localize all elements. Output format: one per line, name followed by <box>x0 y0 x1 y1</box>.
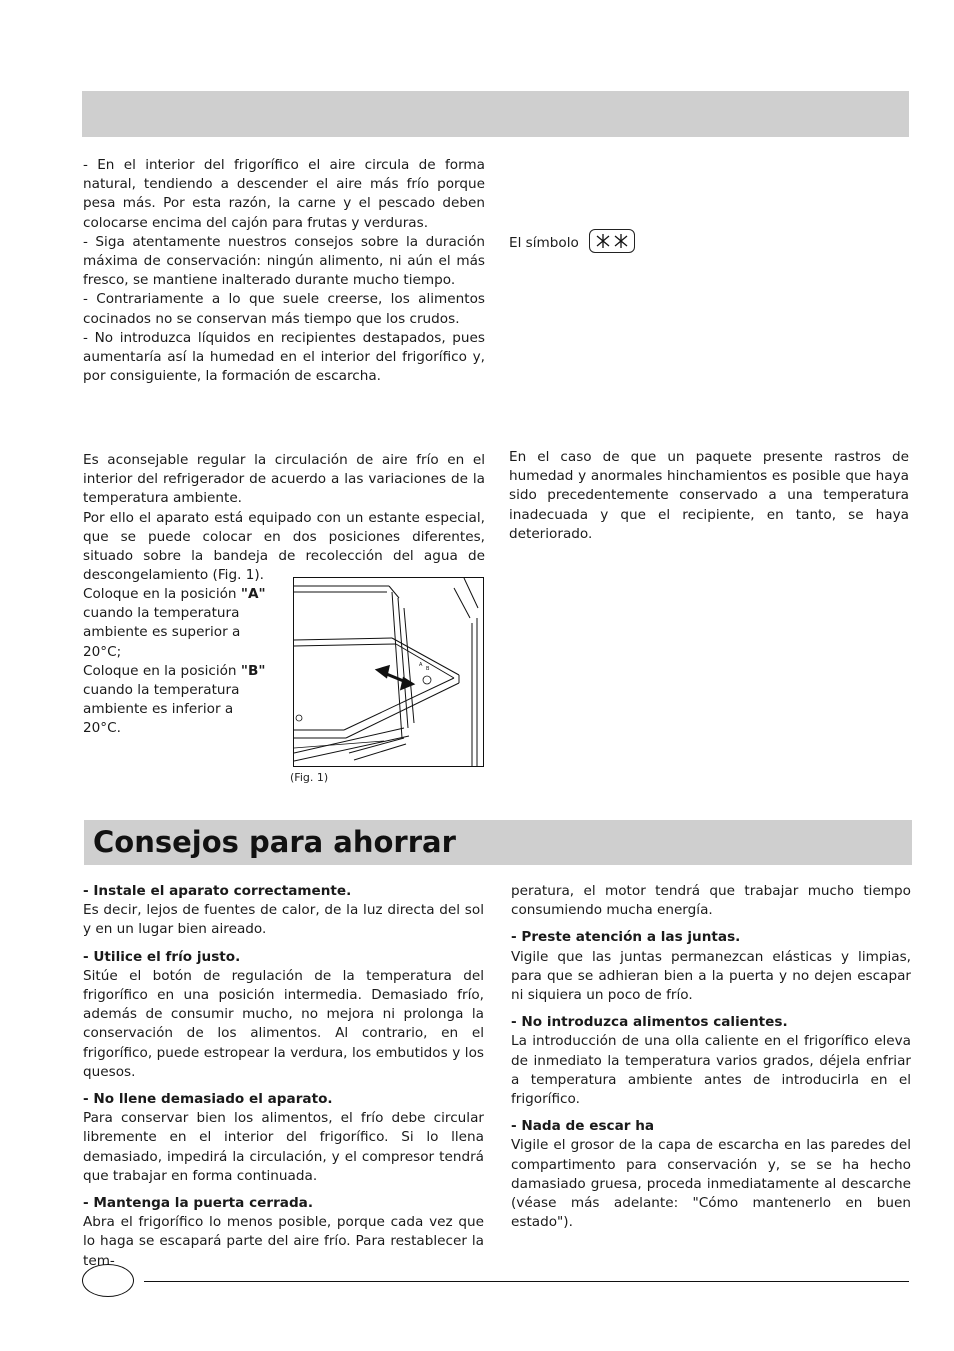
page-number-oval <box>82 1264 134 1297</box>
svg-text:B: B <box>426 666 430 672</box>
paragraph: - Siga atentamente nuestros consejos sobre la duración máxima de conservación: ningún alimento, ni aún el más fresco, se mantiene inalterado durante mucho tiempo. <box>83 233 485 289</box>
symbol-text: El símbolo <box>509 235 579 251</box>
tip-body: Es decir, lejos de fuentes de calor, de la luz directa del sol y en un lugar bien aireado. <box>83 902 484 938</box>
tip-title: - Nada de escar ha <box>511 1118 655 1135</box>
tip-title: - Utilice el frío justo. <box>83 948 241 965</box>
position-a-label: "A" <box>240 586 266 602</box>
footer-rule <box>144 1281 909 1282</box>
paragraph: Es aconsejable regular la circulación de aire frío en el interior del refrigerador de acuerdo a las variaciones de la temperatura ambiente. <box>83 452 485 507</box>
paragraph: En el caso de que un paquete presente rastros de humedad y anormales hinchamientos es posible que haya sido precedentemente conservado a una temperatura inadecuada y que el recipiente, en tanto, se haya deteriorado. <box>509 449 909 542</box>
tip-body: Vigile que las juntas permanezcan elásticas y limpias, para que se adhieran bien a la puerta y no dejen escapar ni siquiera un poco de frío. <box>511 948 911 1004</box>
tip-body: Sitúe el botón de regulación de la temperatura del frigorífico en una posición intermedia. Demasiado frío, además de consumir mucho, no mejora ni prolonga la conservación de los alimentos. Al contrario, en el frigorífico, puede estropear la verdura, los embutidos y los quesos. <box>83 967 484 1080</box>
position-instructions <box>83 585 273 739</box>
tip-body: Para conservar bien los alimentos, el frío debe circular libremente en el interior del frigorífico. Si lo llena demasiado, impedirá la circulación, y el compresor tendrá que trabajar en forma continuada. <box>83 1110 484 1184</box>
position-b-text: Coloque en la posición "B" cuando la temperatura ambiente es inferior a 20°C. <box>83 662 266 737</box>
tip-continuation: peratura, el motor tendrá que trabajar mucho tiempo consumiendo mucha energía. <box>511 883 911 919</box>
tip-body: Vigile el grosor de la capa de escarcha en las paredes del compartimento para conservación y, se se ha hecho damasiado gruesa, proceda inmediatamente al descarche (véase más adelante: "Cómo mantenerlo en buen estado"). <box>511 1137 911 1231</box>
tip-title: - No llene demasiado el aparato. <box>83 1091 333 1108</box>
savings-left-column <box>83 882 484 1271</box>
mid-left-column <box>83 451 485 585</box>
svg-text:A: A <box>419 662 423 668</box>
mid-right-column <box>509 448 909 544</box>
section-title: Consejos para ahorrar <box>93 825 456 859</box>
savings-right-column <box>511 882 911 1232</box>
position-b-label: "B" <box>240 662 266 679</box>
paragraph: - En el interior del frigorífico el aire circula de forma natural, tendiendo a descender el aire más frío porque pesa más. Por esta razón, la carne y el pescado deben colocarse encima del cajón para frutas y verduras. <box>83 157 485 231</box>
paragraph: Por ello el aparato está equipado con un estante especial, que se puede colocar en dos posiciones diferentes, situado sobre la bandeja de recolección del agua de descongelamiento (Fig. 1). <box>83 509 485 584</box>
figure-caption: (Fig. 1) <box>290 771 329 784</box>
tip-body: Abra el frigorífico lo menos posible, porque cada vez que lo haga se escapará parte del aire frío. Para restablecer la tem- <box>83 1214 484 1269</box>
paragraph: - No introduzca líquidos en recipientes destapados, pues aumentaría así la humedad en el interior del frigorífico y, por consiguiente, la formación de escarcha. <box>83 329 485 385</box>
figure-1-illustration <box>293 577 484 767</box>
symbol-line <box>509 231 809 255</box>
tip-title: - Instale el aparato correctamente. <box>83 883 352 899</box>
savings-heading-bar <box>84 820 912 865</box>
tip-title: - No introduzca alimentos calientes. <box>511 1014 788 1031</box>
tip-title: - Preste atención a las juntas. <box>511 929 741 946</box>
top-left-column <box>83 156 485 386</box>
top-header-bar <box>82 91 909 137</box>
two-stars-icon <box>589 229 635 253</box>
tip-body: La introducción de una olla caliente en el frigorífico eleva de inmediato la temperatura varios grados, déjela enfriar a temperatura ambiente antes de introducirla en el frigorífico. <box>511 1033 911 1108</box>
position-a-text: Coloque en la posición "A" cuando la temperatura ambiente es superior a 20°C; <box>83 586 266 660</box>
tip-title: - Mantenga la puerta cerrada. <box>83 1195 314 1212</box>
paragraph: - Contrariamente a lo que suele creerse, los alimentos cocinados no se conservan más tiempo que los crudos. <box>83 291 485 327</box>
